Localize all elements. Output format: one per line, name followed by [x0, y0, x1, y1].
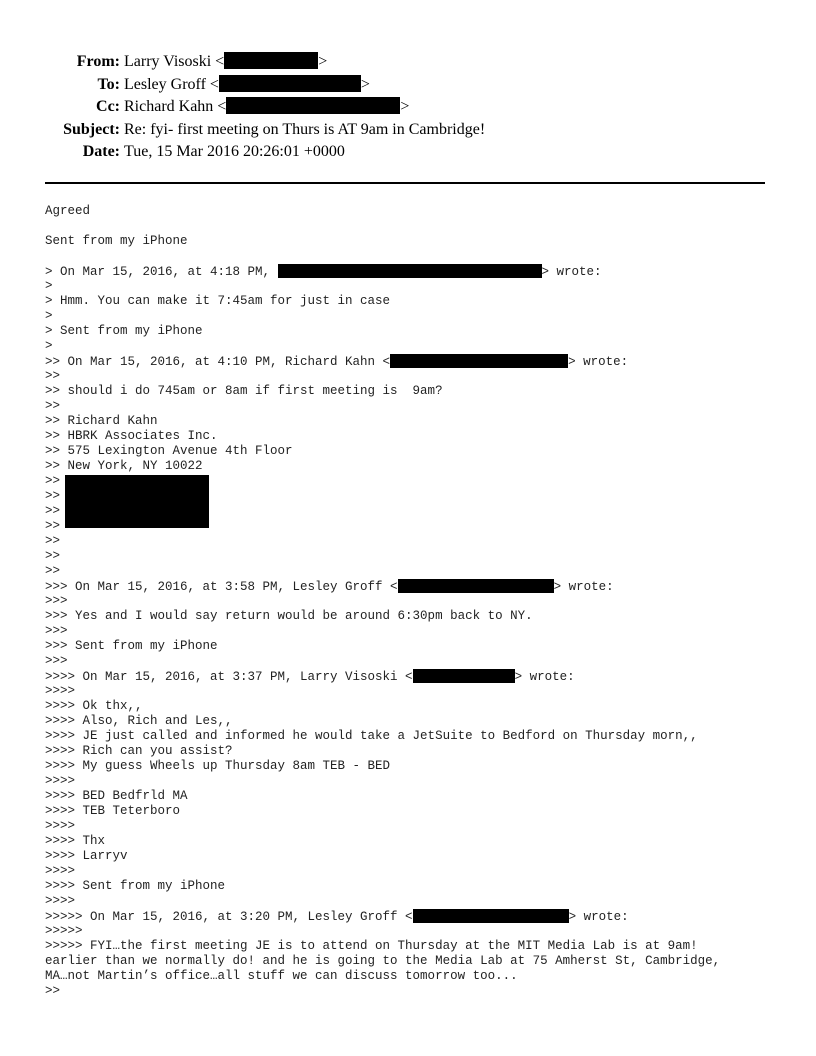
body-line: >>> [45, 624, 68, 638]
signature-line: >> 575 Lexington Avenue 4th Floor [45, 444, 293, 458]
to-row [0, 74, 816, 97]
quote-header-line: > On Mar 15, 2016, at 4:18 PM, > wrote: [45, 265, 602, 279]
cc-close: > [400, 98, 410, 115]
email-header [0, 51, 816, 164]
body-line: >>>> Also, Rich and Les,, [45, 714, 233, 728]
body-line: >> [45, 489, 61, 503]
body-line: >>>> [45, 864, 76, 878]
body-line: >> [45, 504, 61, 518]
quote-header-line: >>> On Mar 15, 2016, at 3:58 PM, Lesley Groff < > wrote: [45, 580, 614, 594]
body-line: MA…not Martin’s office…all stuff we can discuss tomorrow too... [45, 969, 518, 983]
body-line: > [45, 309, 53, 323]
date-row [0, 141, 816, 164]
from-close: > [318, 53, 328, 70]
to-name: Lesley Groff < [124, 75, 219, 93]
body-line: >>> Yes and I would say return would be around 6:30pm back to NY. [45, 609, 533, 623]
email-body [45, 204, 785, 999]
body-line: >> should i do 745am or 8am if first meeting is 9am? [45, 384, 443, 398]
to-label: To: [97, 75, 120, 93]
to-close: > [360, 75, 370, 93]
subject-text: Re: fyi- first meeting on Thurs is AT 9am in Cambridge! [124, 120, 486, 138]
redacted-email [224, 52, 318, 69]
body-line: >> [45, 564, 61, 578]
body-line: >>> [45, 654, 68, 668]
date-text: Tue, 15 Mar 2016 20:26:01 +0000 [124, 143, 345, 160]
redacted-email [413, 909, 569, 923]
redacted-email [226, 97, 400, 114]
body-line: >>>> BED Bedfrld MA [45, 789, 188, 803]
body-line: Sent from my iPhone [45, 234, 188, 248]
body-line: >>>> [45, 819, 76, 833]
cc-row [0, 96, 816, 119]
body-line: Agreed [45, 204, 91, 218]
body-line: >>> Sent from my iPhone [45, 639, 218, 653]
from-row [0, 51, 816, 74]
quote-header-line: >> On Mar 15, 2016, at 4:10 PM, Richard Kahn < > wrote: [45, 355, 629, 369]
body-line: > [45, 339, 53, 353]
body-line: >>>> Sent from my iPhone [45, 879, 226, 893]
body-line: > Hmm. You can make it 7:45am for just in case [45, 294, 391, 308]
signature-line: >> HBRK Associates Inc. [45, 429, 218, 443]
body-line: > [45, 279, 53, 293]
body-line: >>>> TEB Teterboro [45, 804, 181, 818]
redacted-email [398, 579, 554, 593]
cc-name: Richard Kahn < [124, 98, 227, 115]
body-line: >>>> JE just called and informed he would take a JetSuite to Bedford on Thursday morn,, [45, 729, 698, 743]
from-name: Larry Visoski < [124, 53, 225, 70]
body-line: >> [45, 519, 61, 533]
body-line: >>>> [45, 774, 76, 788]
redacted-email [278, 264, 542, 278]
redacted-email [390, 354, 568, 368]
body-line: >>> [45, 594, 68, 608]
body-line: >> [45, 474, 61, 488]
body-line: >>>> [45, 894, 76, 908]
body-line: >>>> My guess Wheels up Thursday 8am TEB - BED [45, 759, 391, 773]
body-line: >>>> Ok thx,, [45, 699, 143, 713]
body-line: >>>> Rich can you assist? [45, 744, 233, 758]
header-divider [45, 182, 765, 184]
body-line: >> [45, 399, 61, 413]
body-line: >>>> Thx [45, 834, 106, 848]
redacted-email [413, 669, 515, 683]
body-line: >>>> Larryv [45, 849, 128, 863]
body-line: >>>>> FYI…the first meeting JE is to attend on Thursday at the MIT Media Lab is at 9am! [45, 939, 698, 953]
body-line: >>>> [45, 684, 76, 698]
body-line: >> [45, 369, 61, 383]
body-line: > Sent from my iPhone [45, 324, 203, 338]
from-label: From: [76, 53, 120, 70]
quote-header-line: >>>> On Mar 15, 2016, at 3:37 PM, Larry Visoski < > wrote: [45, 670, 575, 684]
body-line: >> [45, 534, 61, 548]
cc-label: Cc: [96, 98, 120, 115]
date-label: Date: [82, 143, 120, 160]
subject-row [0, 119, 816, 142]
body-line: >> [45, 549, 61, 563]
body-line: >>>>> [45, 924, 83, 938]
redacted-email [219, 75, 361, 92]
subject-label: Subject: [63, 120, 120, 138]
body-line: earlier than we normally do! and he is going to the Media Lab at 75 Amherst St, Cambridge, [45, 954, 721, 968]
quote-header-line: >>>>> On Mar 15, 2016, at 3:20 PM, Lesley Groff < > wrote: [45, 910, 629, 924]
body-line: >> [45, 984, 61, 998]
signature-line: >> Richard Kahn [45, 414, 158, 428]
signature-line: >> New York, NY 10022 [45, 459, 203, 473]
